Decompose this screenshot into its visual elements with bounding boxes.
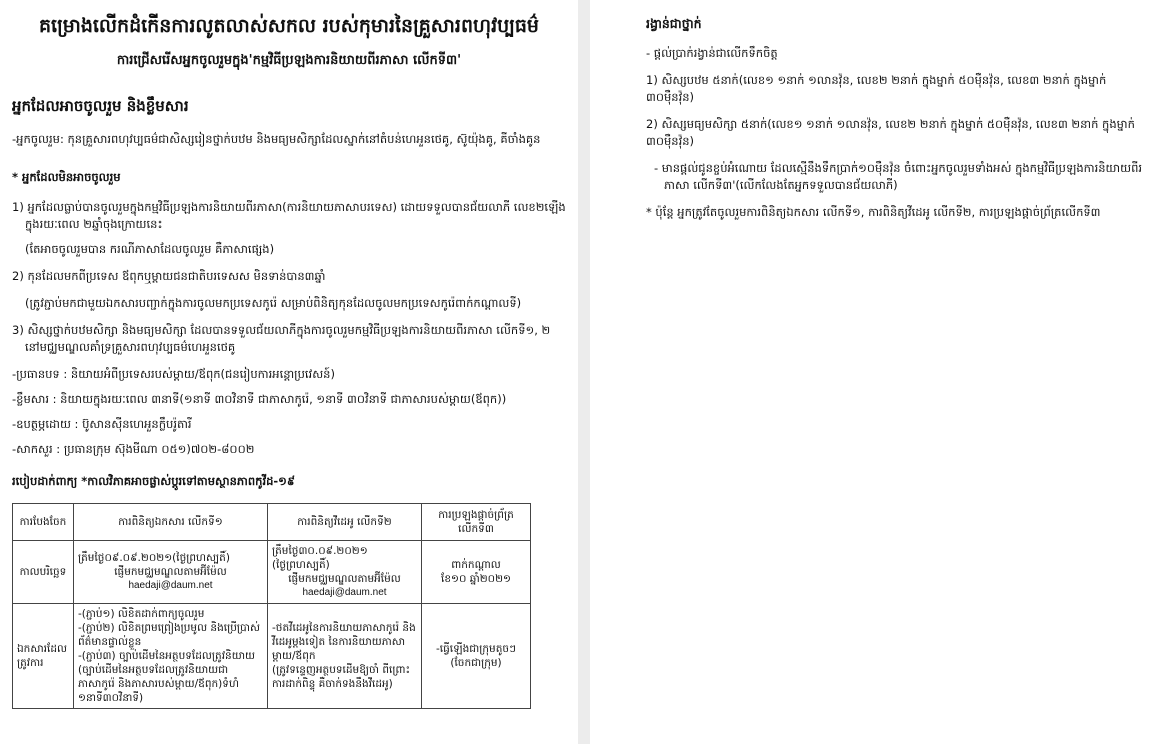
cell-line: ខែ១០ ឆ្នាំ២០២១ [441,573,511,585]
ineligible-item-1: 1) អ្នកដែលធ្លាប់បានចូលរួមក្នុងកម្មវិធីប្រឡងការនិយាយពីរភាសា(ការនិយាយភាសាបរទេស) ដោយទទួលបានជ័យលាភី លេខ២ឡើង ក្នុងរយៈពេល ២ឆ្នាំចុងក្រោយនេះ [12,200,566,231]
email-link[interactable]: haedaji@daum.net [128,580,213,591]
cell-line: -ធ្វើឡើងជាក្រុមតូចៗ [436,643,516,655]
awards-intro: - ផ្ដល់ប្រាក់រង្វាន់ជាលើកទឹកចិត្ត [646,46,778,60]
table-cell [422,604,531,709]
email-link[interactable]: haedaji@daum.net [302,587,387,598]
table-header: ការប្រឡងផ្ដាច់ព្រ័ត្រ លើកទី៣ [422,504,531,541]
table-header-row [13,504,531,541]
topic-text: -ប្រធានបទ : និយាយអំពីប្រទេសរបស់ម្ដាយ/ឪពុក(ជនរៀបការអន្តោប្រវេសន៍) [12,367,335,381]
cell-line: (ចែកជាក្រុម) [450,657,502,669]
award-item-2: 2) សិស្សមធ្យមសិក្សា ៥នាក់(លេខ១ ១នាក់ ១លានវ៉ុន, លេខ២ ២នាក់ ក្នុងម្នាក់ ៥០ម៉ឺនវ៉ុន, លេខ៣ ២នាក់ ក្នុងម្នាក់ ៣០ម៉ឺនវ៉ុន) [646,117,1135,148]
table-header: ការពិនិត្យឯកសារ លើកទី១ [74,504,268,541]
eligible-heading: អ្នកដែលអាចចូលរួម និងខ្លឹមសារ [12,97,189,115]
award-rule: * ប៉ុន្តែ អ្នកត្រូវតែចូលរួមការពិនិត្យឯកសារ លើកទី១, ការពិនិត្យវីដេអូ លើកទី២, ការប្រឡងផ្ដាច់ព្រ័ត្រលើកទី៣ [646,205,1101,219]
award-item-1: 1) សិស្សបឋម ៥នាក់(លេខ១ ១នាក់ ១លានវ៉ុន, លេខ២ ២នាក់ ក្នុងម្នាក់ ៥០ម៉ឺនវ៉ុន, លេខ៣ ២នាក់ ក្នុងម្នាក់ ៣០ម៉ឺនវ៉ុន) [646,73,1107,104]
cell-line: (ច្បាប់ដើមនៃអត្ថបទដែលត្រូវនិយាយជាភាសាកូរ៉េ និងភាសារបស់ម្ដាយ/ឪពុក)ទំហំ ១នាទី៣០វិនាទី) [78,664,239,704]
table-cell [422,541,531,604]
cell-line: ពាក់កណ្ដាល [451,559,501,571]
sponsor-text: -ឧបត្ថម្ភដោយ : ប៊ូសានស៊ីនហេអួនក្លឹបរ៉ូតារី [12,417,192,431]
ineligible-item-1-note: (តែអាចចូលរួមបាន ករណីភាសាដែលចូលរួម គឺភាសាផ្សេង) [25,242,275,256]
cell-line: ត្រឹមថ្ងៃ០៩.០៩.២០២១(ថ្ងៃព្រហស្បតិ៍) [78,552,230,564]
ineligible-item-2: 2) កុនដែលមកពីប្រទេស ឪពុកឬម្ដាយជនជាតិបរទេសស មិនទាន់បាន៣ឆ្នាំ [12,269,326,283]
participants-text: -អ្នកចូលរួម: កុនគ្រួសារពហុវប្បធម៌ជាសិស្សរៀនថ្នាក់បឋម និងមធ្យមសិក្សាដែលស្នាក់នៅតំបន់ហេអួនថេគូ, ស៊ូយ៉ុងគូ, គីចាំងគូន [12,132,541,146]
cell-line: -ថតវីដេអូនៃការនិយាយភាសាកូរ៉េ និងវីដេអូម្ដងទៀត នៃការនិយាយភាសាម្ដាយ/ឪពុក [272,622,416,662]
ineligible-item-3: 3) សិស្សថ្នាក់បឋមសិក្សា និងមធ្យមសិក្សា ដែលបានទទួលជ័យលាភីក្នុងការចូលរួមកម្មវិធីប្រឡងការនិយាយពីរភាសា លើកទី១, ២ នៅមជ្ឈមណ្ឌលគាំទ្រគ្រួសារពហុវប្បធម៌ហេអួនថេគូ [12,323,551,354]
awards-heading: រង្វាន់ជាថ្នាក់ [646,16,702,31]
table-cell [268,541,422,604]
table-row [13,541,531,604]
cell-line: ផ្ញើមកមជ្ឈមណ្ឌលតាមអ៊ីម៉ែល [114,566,227,578]
cell-line: ត្រឹមថ្ងៃ៣០.០៩.២០២១ [272,545,368,557]
cell-line: -(ភ្ជាប់៣) ច្បាប់ដើមនៃអត្ថបទដែលត្រូវនិយាយ [78,650,256,662]
award-note: - មានផ្ដល់ជូនខ្ចប់អំណោយ ដែលស្មើនឹងទឹកប្រាក់១០ម៉ឺនវ៉ុន ចំពោះអ្នកចូលរួមទាំងអស់ ក្នុងកម្មវិធីប្រឡងការនិយាយពីរភាសា លើកទី៣'(លើកលែងតែអ្នកទទួលបានជ័យលាភី) [654,161,1143,192]
cell-line: -(ភ្ជាប់២) លិខិតព្រមព្រៀងប្រមូល និងប្រើប្រាស់ព័ត៌មានផ្ទាល់ខ្លួន [78,622,261,648]
page-right [590,0,1164,744]
table-header: ការបែងចែក [13,504,74,541]
document-title: គម្រោងលើកដំកើនការលូតលាស់សកល របស់កុមារនៃគ្រួសារពហុវប្បធម៌ [39,15,539,37]
cell-line: ផ្ញើមកមជ្ឈមណ្ឌលតាមអ៊ីម៉ែល [288,573,401,585]
table-cell [74,604,268,709]
schedule-heading: របៀបដាក់ពាក្យ *កាលវិភាគអាចផ្លាស់ប្ដូរទៅតាមស្ថានភាពកូវីដ-១៩ [12,474,296,488]
content-text: -ខ្លឹមសារ : និយាយក្នុងរយៈពេល ៣នាទី(១នាទី ៣០វិនាទី ជាភាសាកូរ៉េ, ១នាទី ៣០វិនាទី ជាភាសារបស់ម្ដាយ(ឪពុក)) [12,392,507,406]
ineligible-heading: * អ្នកដែលមិនអាចចូលរួម [12,170,121,184]
inquiry-text: -សាកសួរ : ប្រធានក្រុម ស៊ុងមីណា ០៥១)៧០២-៨០០២ [12,442,255,456]
table-cell [74,541,268,604]
page-gutter [578,0,590,744]
table-cell: កាលបរិច្ឆេទ [13,541,74,604]
table-row [13,604,531,709]
cell-line: (ថ្ងៃព្រហស្បតិ៍) [272,559,330,571]
page-left [0,0,578,744]
ineligible-item-2-note: (ត្រូវភ្ជាប់មកជាមួយឯកសារបញ្ជាក់ក្នុងការចូលមកប្រទេសកូរ៉េ សម្រាប់ពិនិត្យកុនដែលចូលមកប្រទេសកូរ៉េពាក់កណ្ដាលទី) [25,296,522,310]
cell-line: (ត្រូវទន្ទេញអត្ថបទដើមឱ្យចាំ ពីព្រោះការដាក់ពិន្ទុ គឺចាក់ទងនឹងវីដេអូ) [272,664,411,690]
schedule-table [12,503,531,709]
cell-line: -(ភ្ជាប់១) លិខិតដាក់ពាក្យចូលរួម [78,608,205,620]
document-subtitle: ការជ្រើសរើសអ្នកចូលរួមក្នុង'កម្មវិធីប្រឡងការនិយាយពីរភាសា លើកទី៣' [116,53,462,68]
table-cell [268,604,422,709]
table-header: ការពិនិត្យវីដេអូ លើកទី២ [268,504,422,541]
table-cell: ឯកសារដែលត្រូវការ [13,604,74,709]
